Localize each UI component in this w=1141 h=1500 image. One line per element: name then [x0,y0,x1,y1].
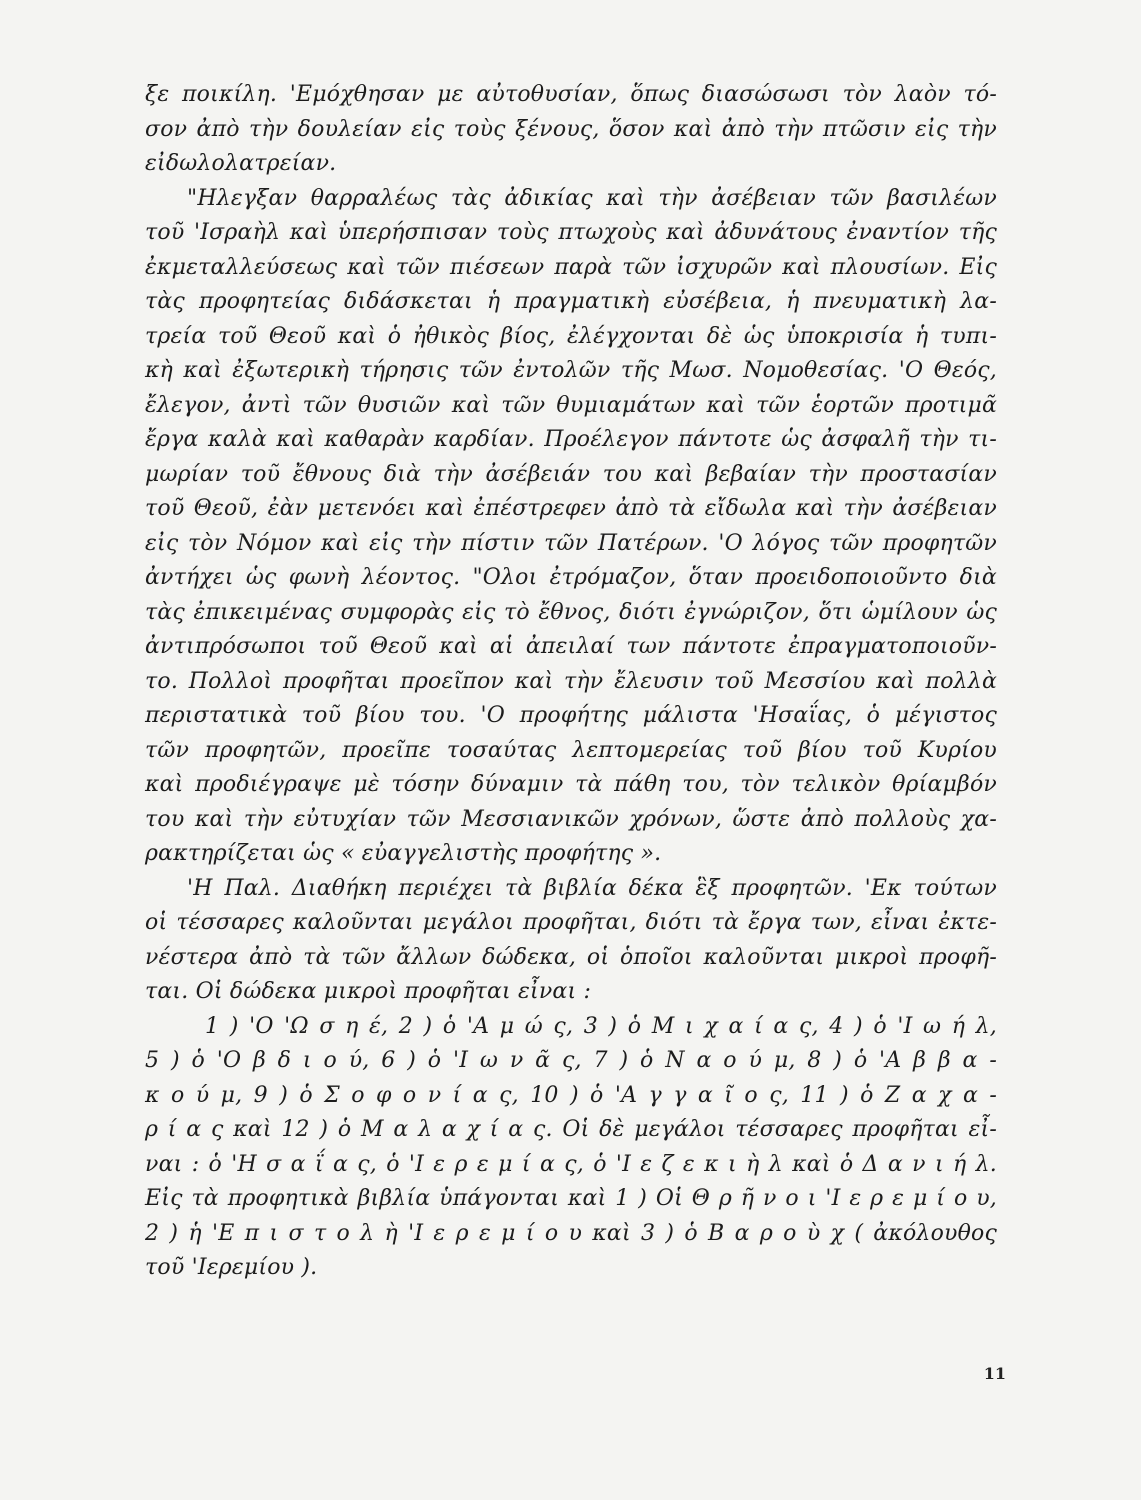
text-line: ρ ί α ς καὶ 12 ) ὁ Μ α λ α χ ί α ς. Οἱ δὲ μεγάλοι τέσσαρες προφῆται εἶ- [145,1117,997,1142]
text-line: ται. Οἱ δώδεκα μικροὶ προφῆται εἶναι : [145,979,592,1004]
text-line: νέστερα ἀπὸ τὰ τῶν ἄλλων δώδεκα, οἱ ὁποῖοι καλοῦνται μικροὶ προφῆ- [145,944,997,970]
text-line: εἰδωλολατρείαν. [145,151,337,176]
page-number: 11 [983,1364,1006,1383]
text-line: τὰς προφητείας διδάσκεται ἡ πραγματικὴ εὐσέβεια, ἡ πνευματικὴ λα- [145,289,997,314]
text-line: ναι : ὁ 'Η σ α ΐ α ς, ὁ 'Ι ε ρ ε μ ί α ς, ὁ 'Ι ε ζ ε κ ι ὴ λ καὶ ὁ Δ α ν ι ή λ. [145,1151,997,1177]
text-line: κ ο ύ μ, 9 ) ὁ Σ ο φ ο ν ί α ς, 10 ) ὁ 'Α γ γ α ῖ ο ς, 11 ) ὁ Ζ α χ α - [145,1082,997,1108]
text-line: "Ηλεγξαν θαρραλέως τὰς ἀδικίας καὶ τὴν ἀσέβειαν τῶν βασιλέων [187,185,997,211]
text-line: του καὶ τὴν εὐτυχίαν τῶν Μεσσιανικῶν χρόνων, ὥστε ἀπὸ πολλοὺς χα- [145,806,997,832]
text-line: ρακτηρίζεται ὡς « εὐαγγελιστὴς προφήτης ». [145,841,662,866]
text-line: 1 ) 'Ο 'Ω σ η έ, 2 ) ὁ 'Α μ ώ ς, 3 ) ὁ Μ ι χ α ί α ς, 4 ) ὁ 'Ι ω ή λ, [205,1013,997,1039]
text-line: το. Πολλοὶ προφῆται προεῖπον καὶ τὴν ἔλευσιν τοῦ Μεσσίου καὶ πολλὰ [145,668,997,694]
text-line: 'Η Παλ. Διαθήκη περιέχει τὰ βιβλία δέκα ἓξ προφητῶν. 'Εκ τούτων [187,875,997,901]
text-line: ἔργα καλὰ καὶ καθαρὰν καρδίαν. Προέλεγον πάντοτε ὡς ἀσφαλῆ τὴν τι- [145,427,997,452]
text-line: ἔλεγον, ἀντὶ τῶν θυσιῶν καὶ τῶν θυμιαμάτων καὶ τῶν ἑορτῶν προτιμᾶ [145,392,997,418]
text-line: τὰς ἐπικειμένας συμφορὰς εἰς τὸ ἔθνος, διότι ἐγνώριζον, ὅτι ὡμίλουν ὡς [145,599,997,625]
text-line: κὴ καὶ ἐξωτερικὴ τήρησις τῶν ἐντολῶν τῆς Μωσ. Νομοθεσίας. 'Ο Θεός, [145,358,997,383]
text-line: ἐκμεταλλεύσεως καὶ τῶν πιέσεων παρὰ τῶν ἰσχυρῶν καὶ πλουσίων. Εἰς [145,254,997,280]
text-line: 5 ) ὁ 'Ο β δ ι ο ύ, 6 ) ὁ 'Ι ω ν ᾶ ς, 7 ) ὁ Ν α ο ύ μ, 8 ) ὁ 'Α β β α - [145,1048,997,1073]
text-line: ἀντιπρόσωποι τοῦ Θεοῦ καὶ αἱ ἀπειλαί των πάντοτε ἐπραγματοποιοῦν- [145,634,997,659]
text-line: τῶν προφητῶν, προεῖπε τοσαύτας λεπτομερείας τοῦ βίου τοῦ Κυρίου [145,737,997,763]
text-line: 2 ) ἡ 'Ε π ι σ τ ο λ ὴ 'Ι ε ρ ε μ ί ο υ καὶ 3 ) ὁ Β α ρ ο ὺ χ ( ἀκόλουθος [145,1220,997,1246]
text-line: Εἰς τὰ προφητικὰ βιβλία ὑπάγονται καὶ 1 ) Οἱ Θ ρ ῆ ν ο ι 'Ι ε ρ ε μ ί ο υ, [145,1186,997,1211]
text-line: τρεία τοῦ Θεοῦ καὶ ὁ ἠθικὸς βίος, ἐλέγχονται δὲ ὡς ὑποκρισία ἡ τυπι- [145,323,997,349]
text-line: περιστατικὰ τοῦ βίου του. 'Ο προφήτης μάλιστα 'Ησαΐας, ὁ μέγιστος [145,703,997,728]
body-text [145,78,997,1286]
text-line: οἱ τέσσαρες καλοῦνται μεγάλοι προφῆται, διότι τὰ ἔργα των, εἶναι ἐκτε- [145,910,997,935]
text-line: μωρίαν τοῦ ἔθνους διὰ τὴν ἀσέβειάν του καὶ βεβαίαν τὴν προστασίαν [145,461,997,487]
text-line: καὶ προδιέγραψε μὲ τόσην δύναμιν τὰ πάθη του, τὸν τελικὸν θρίαμβόν [145,772,997,797]
text-line: ἀντήχει ὡς φωνὴ λέοντος. "Ολοι ἐτρόμαζον, ὅταν προειδοποιοῦντο διὰ [145,565,997,590]
text-line: ξε ποικίλη. 'Εμόχθησαν με αὐτοθυσίαν, ὅπως διασώσωσι τὸν λαὸν τό- [145,82,997,107]
text-line: τοῦ Θεοῦ, ἐὰν μετενόει καὶ ἐπέστρεφεν ἀπὸ τὰ εἴδωλα καὶ τὴν ἀσέβειαν [145,496,997,521]
text-line: τοῦ 'Ιερεμίου ). [145,1255,318,1280]
text-line: εἰς τὸν Νόμον καὶ εἰς τὴν πίστιν τῶν Πατέρων. 'Ο λόγος τῶν προφητῶν [145,530,997,556]
text-line: τοῦ 'Ισραὴλ καὶ ὑπερήσπισαν τοὺς πτωχοὺς καὶ ἀδυνάτους ἐναντίον τῆς [145,220,997,245]
text-line: σον ἀπὸ τὴν δουλείαν εἰς τοὺς ξένους, ὅσον καὶ ἀπὸ τὴν πτῶσιν εἰς τὴν [145,116,997,142]
